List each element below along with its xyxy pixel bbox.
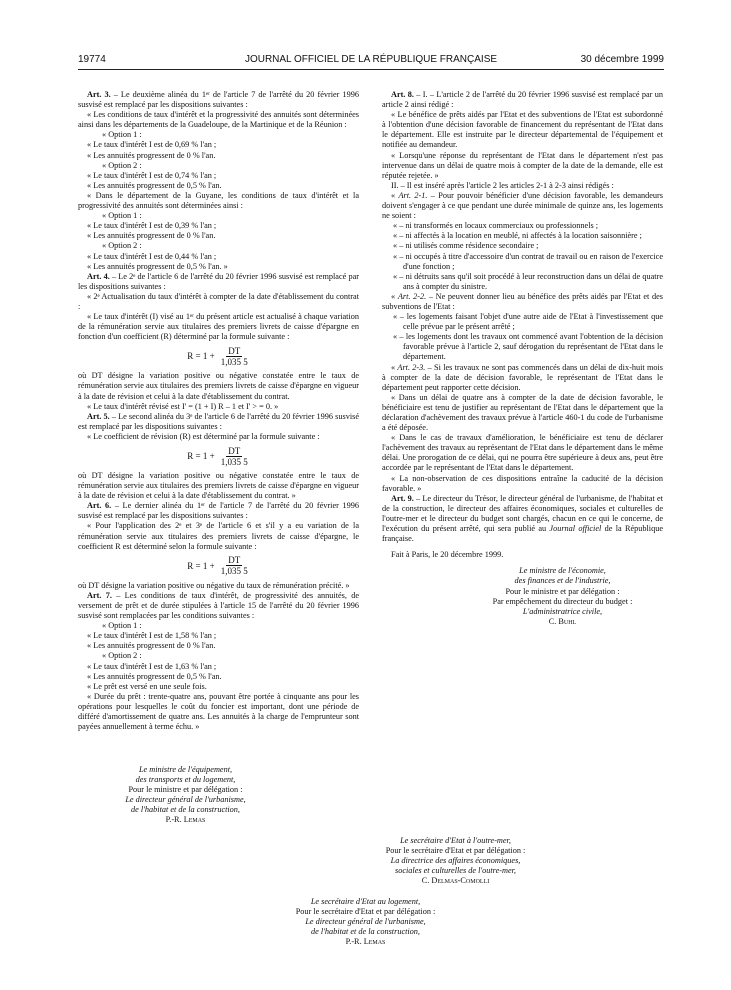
option-label: « Option 2 :: [102, 160, 142, 170]
list-item: « – ni occupés à titre d'accessoire d'un contrat de travail ou en raison de l'exercice d'une fonction ;: [393, 251, 663, 271]
article-2-2: « Art. 2-2. – Ne peuvent donner lieu au bénéfice des prêts aidés par l'Etat et des subventions de l'Etat :: [382, 291, 664, 311]
paragraph: « Le taux d'intérêt I est de 1,63 % l'an ;: [87, 661, 217, 671]
paragraph: « Le taux d'intérêt (I) visé au 1ᵉʳ du présent article est actualisé à chaque variation de la rémunération servie aux titulaires des premiers livrets de caisse d'épargne en fonction d'un coefficient (R) déterminé par la formule suivante :: [78, 312, 359, 342]
paragraph: « Les annuités progressent de 0,5 % l'an.: [87, 180, 222, 190]
header-rule: [78, 69, 664, 70]
list-item: « – les logements faisant l'objet d'une autre aide de l'Etat à l'investissement que celle prévue par le présent arrêté ;: [393, 312, 663, 332]
paragraph: « Le taux d'intérêt I est de 0,39 % l'an ;: [87, 221, 217, 231]
paragraph: « Pour l'application des 2ᵉ et 3ᵉ de l'article 6 et s'il y a eu variation de la rémunération servie aux titulaires des premiers livrets de caisse d'épargne, le coefficient R est déterminé selon la formule suivante :: [78, 521, 359, 551]
signatory-name: P.-R. Lemas: [165, 815, 206, 825]
paragraph: II. – Il est inséré après l'article 2 les articles 2-1 à 2-3 ainsi rédigés :: [391, 180, 614, 190]
paragraph: où DT désigne la variation positive ou négative constatée entre le taux de rémunération servie aux titulaires des premiers livrets de caisse d'épargne en vigueur à la date de révision et celui à la date d'établissement du contrat.: [78, 371, 359, 401]
page-number: 19774: [78, 54, 106, 65]
option-label: « Option 1 :: [102, 621, 142, 631]
signature-block: Le secrétaire d'Etat à l'outre-mer, Pour le secrétaire d'Etat et par délégation : La directrice des affaires économiques, sociales et culturelles de l'outre-mer, C. Delmas-Comolli: [0, 836, 731, 886]
list-item: « – ni utilisés comme résidence secondaire ;: [393, 241, 539, 251]
signature-block: Le ministre de l'économie, des finances et de l'industrie, Pour le ministre et par délégation : Par empêchement du directeur du budget : L'administratrice civile, C. Buhl: [382, 566, 663, 627]
option-label: « Option 1 :: [102, 211, 142, 221]
article-2-3: « Art. 2-3. – Si les travaux ne sont pas commencés dans un délai de dix-huit mois à compter de la date de décision favorable, le représentant de l'Etat dans le département peut rapporter cette décision.: [382, 362, 664, 392]
article-8-intro: Art. 8. – I. – L'article 2 de l'arrêté du 20 février 1996 susvisé est remplacé par un article 2 ainsi rédigé :: [382, 90, 664, 110]
fraction: $\frac{DT}{1,035 5}$: [220, 555, 248, 577]
paragraph: « Le bénéfice de prêts aidés par l'Etat et des subventions de l'Etat est subordonné à l'obtention d'une décision favorable de financement du représentant de l'Etat dans le département. Elle est instruite par le directeur départemental de l'équipement et notifiée au demandeur.: [382, 110, 663, 150]
fraction: $\frac{DT}{1,035 5}$: [220, 345, 248, 367]
paragraph: « Les annuités progressent de 0 % l'an.: [87, 150, 216, 160]
right-column: [382, 90, 663, 627]
paragraph: où DT désigne la variation positive ou négative du taux de rémunération précité. »: [78, 580, 350, 590]
list-item: « – les logements dont les travaux ont commencé avant l'obtention de la décision favorable prévue à l'article 2, sauf dérogation du représentant de l'Etat dans le département.: [393, 332, 663, 362]
paragraph: « Les annuités progressent de 0 % l'an.: [87, 641, 216, 651]
article-5-intro: Art. 5. – Le second alinéa du 3ᵉ de l'article 6 de l'arrêté du 20 février 1996 susvisé est remplacé par les dispositions suivantes :: [78, 411, 360, 431]
formula: R = 1 + $\frac{DT}{1,035 5}$: [187, 345, 248, 367]
paragraph: « Les annuités progressent de 0 % l'an.: [87, 231, 216, 241]
paragraph: « Le coefficient de révision (R) est déterminé par la formule suivante :: [87, 431, 320, 441]
formula: R = 1 + $\frac{DT}{1,035 5}$: [187, 445, 248, 467]
article-9: Art. 9. – Le directeur du Trésor, le directeur général de l'urbanisme, de l'habitat et de la construction, le directeur des affaires économiques, sociales et culturelles de l'outre-mer et le directeur du budget sont chargés, chacun en ce qui le concerne, de l'exécution du présent arrêté, qui sera publié au Journal officiel de la République française.: [382, 493, 663, 544]
signatory-name: C. Delmas-Comolli: [421, 876, 490, 886]
fraction: $\frac{DT}{1,035 5}$: [220, 445, 248, 467]
paragraph: « Le taux d'intérêt I est de 1,58 % l'an ;: [87, 631, 217, 641]
signature-block: Le ministre de l'équipement, des transports et du logement, Pour le ministre et par délégation : Le directeur général de l'urbanisme, de l'habitat et de la construction, P.-R. Lemas: [0, 765, 731, 826]
article-3-intro: Art. 3. – Le deuxième alinéa du 1ᵉʳ de l'article 7 de l'arrêté du 20 février 1996 susvisé est remplacé par les dispositions suivantes :: [78, 90, 359, 110]
paragraph: « Le taux d'intérêt I est de 0,74 % l'an ;: [87, 170, 217, 180]
article-2-1: « Art. 2-1. – Pour pouvoir bénéficier d'une décision favorable, les demandeurs doivent s'engager à ce que pendant une durée minimale de quinze ans, les logements ne soient :: [382, 190, 663, 221]
article-7-intro: Art. 7. – Les conditions de taux d'intérêt, de progressivité des annuités, de versement de prêt et de durée stipulées à l'article 15 de l'arrêté du 20 février 1996 susvisé sont remplacées par les conditions suivantes :: [78, 590, 360, 621]
paragraph: « Le taux d'intérêt I est de 0,69 % l'an ;: [87, 140, 217, 150]
paragraph: « Le taux d'intérêt révisé est I' = (1 + I) R – 1 et I' > = 0. »: [87, 401, 279, 411]
formula: R = 1 + $\frac{DT}{1,035 5}$: [187, 555, 248, 577]
paragraph: « Les annuités progressent de 0,5 % l'an.: [87, 671, 222, 681]
paragraph: « La non-observation de ces dispositions entraîne la caducité de la décision favorable. »: [382, 473, 663, 493]
paragraph: « Le taux d'intérêt I est de 0,44 % l'an ;: [87, 251, 217, 261]
issue-date: 30 décembre 1999: [580, 54, 664, 65]
paragraph: où DT désigne la variation positive ou négative constatée entre le taux de rémunération servie aux titulaires des premiers livrets de caisse d'épargne en vigueur à la date de révision et celui à la date d'établissement du contrat. »: [78, 471, 359, 501]
option-label: « Option 1 :: [102, 130, 142, 140]
article-4-intro: Art. 4. – Le 2ᵉ de l'article 6 de l'arrêté du 20 février 1996 susvisé est remplacé par les dispositions suivantes :: [78, 271, 359, 291]
option-label: « Option 2 :: [102, 651, 142, 661]
list-item: « – ni affectés à la location en meublé, ni affectés à la location saisonnière ;: [393, 231, 642, 241]
paragraph: « Dans le département de la Guyane, les conditions de taux d'intérêt et la progressivité des annuités sont déterminées ainsi :: [78, 190, 359, 211]
paragraph: « Les annuités progressent de 0,5 % l'an. »: [87, 261, 228, 271]
signature-block: Le secrétaire d'Etat au logement, Pour le secrétaire d'Etat et par délégation : Le directeur général de l'urbanisme, de l'habitat et de la construction, P.-R. Lemas: [0, 897, 731, 947]
signatory-name: P.-R. Lemas: [345, 937, 386, 947]
journal-title: JOURNAL OFFICIEL DE LA RÉPUBLIQUE FRANÇAISE: [244, 54, 498, 65]
paragraph: « Durée du prêt : trente-quatre ans, pouvant être portée à cinquante ans pour les opérations pour lesquelles le coût du foncier est important, dont une période de différé d'amortissement de quatre ans. Les annuités à la charge de l'emprunteur sont payées annuellement à terme échu. »: [78, 691, 359, 732]
list-item: « – ni détruits sans qu'il soit procédé à leur reconstruction dans un délai de quatre ans à compter du sinistre.: [393, 271, 663, 291]
signatory-name: C. Buhl: [548, 616, 577, 626]
paragraph: « Lorsqu'une réponse du représentant de l'Etat dans le département n'est pas intervenue dans un délai de quatre mois à compter de la date de la demande, elle est réputée rejetée. »: [382, 150, 663, 180]
paragraph: « Les conditions de taux d'intérêt et la progressivité des annuités sont déterminées ainsi dans les départements de la Guadeloupe, de la Martinique et de la Réunion :: [78, 110, 359, 130]
closing-line: Fait à Paris, le 20 décembre 1999.: [391, 550, 504, 560]
article-6-intro: Art. 6. – Le dernier alinéa du 1ᵉʳ de l'article 7 de l'arrêté du 20 février 1996 susvisé est remplacé par les dispositions suivantes :: [78, 501, 359, 521]
list-item: « – ni transformés en locaux commerciaux ou professionnels ;: [393, 221, 599, 231]
page-header: [78, 54, 664, 68]
paragraph: « Le prêt est versé en une seule fois.: [87, 681, 207, 691]
paragraph: « Dans le cas de travaux d'amélioration, le bénéficiaire est tenu de déclarer l'achèvement des travaux au représentant de l'Etat dans le département dans le même délai. Une prorogation de ce délai, qui ne pourra être supérieure à deux ans, peut être accordée par le représentant de l'Etat dans le département.: [382, 433, 663, 473]
paragraph: « 2ᵉ Actualisation du taux d'intérêt à compter de la date d'établissement du contrat :: [78, 291, 359, 311]
option-label: « Option 2 :: [102, 241, 142, 251]
left-column: [78, 90, 359, 732]
paragraph: « Dans un délai de quatre ans à compter de la date de décision favorable, le bénéficiaire est tenu de justifier au représentant de l'Etat dans le département que la déclaration d'achèvement des travaux prévue à l'article 460-1 du code de l'urbanisme a été déposée.: [382, 392, 663, 433]
